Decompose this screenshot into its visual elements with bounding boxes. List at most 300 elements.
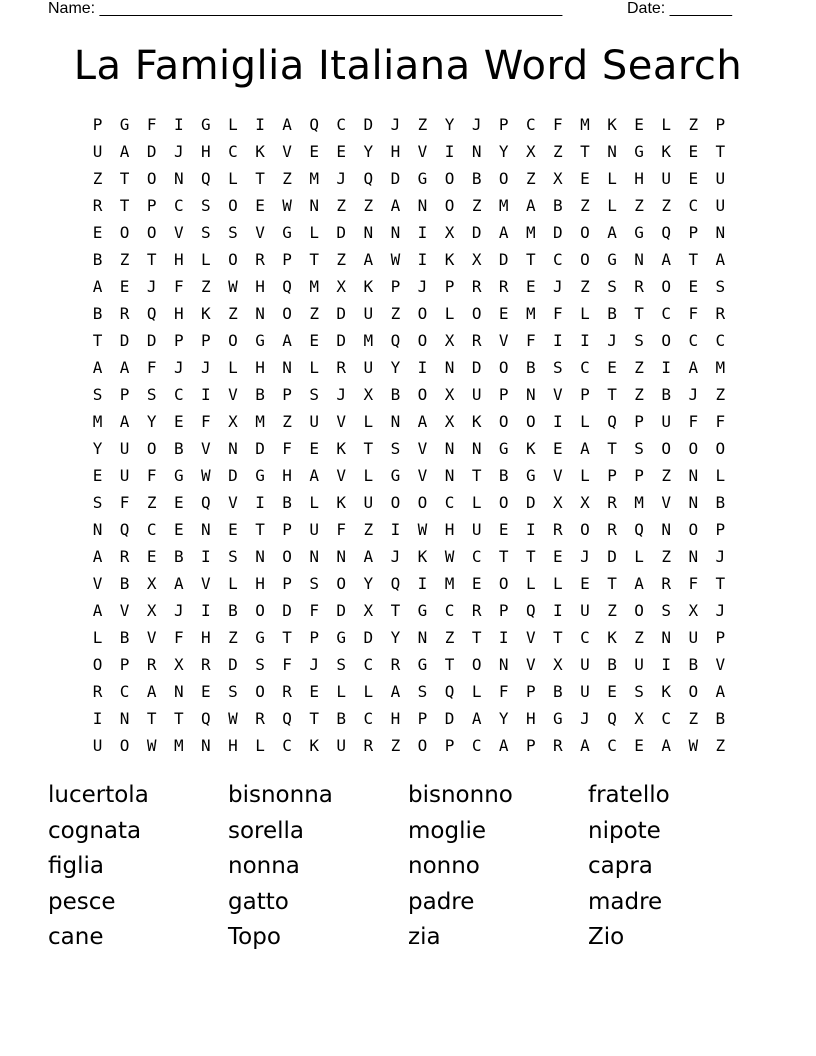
grid-letter[interactable]: D xyxy=(471,223,482,242)
grid-letter[interactable]: Z xyxy=(363,520,374,539)
grid-letter[interactable]: O xyxy=(336,574,347,593)
grid-letter[interactable]: E xyxy=(309,682,319,701)
grid-letter[interactable]: U xyxy=(471,520,482,539)
grid-letter[interactable]: R xyxy=(553,520,563,539)
grid-letter[interactable]: V xyxy=(525,655,536,674)
grid-letter[interactable]: E xyxy=(92,466,103,485)
grid-letter[interactable]: G xyxy=(634,142,644,161)
grid-letter[interactable]: C xyxy=(553,250,563,269)
grid-letter[interactable]: A xyxy=(92,547,103,566)
grid-letter[interactable]: G xyxy=(173,466,184,485)
grid-letter[interactable]: I xyxy=(390,520,401,539)
grid-letter[interactable]: A xyxy=(661,250,671,269)
grid-letter[interactable]: M xyxy=(255,412,265,431)
grid-letter[interactable]: U xyxy=(309,520,319,539)
grid-letter[interactable]: V xyxy=(525,628,536,647)
grid-letter[interactable]: L xyxy=(661,115,671,134)
grid-letter[interactable]: X xyxy=(146,601,157,620)
grid-letter[interactable]: G xyxy=(119,115,130,134)
grid-letter[interactable]: S xyxy=(607,277,617,296)
grid-letter[interactable]: X xyxy=(336,277,347,296)
grid-letter[interactable]: V xyxy=(417,439,428,458)
grid-letter[interactable]: D xyxy=(282,601,292,620)
grid-letter[interactable]: V xyxy=(715,655,726,674)
grid-letter[interactable]: N xyxy=(417,196,428,215)
grid-letter[interactable]: A xyxy=(715,250,726,269)
grid-letter[interactable]: X xyxy=(146,574,157,593)
grid-letter[interactable]: H xyxy=(173,304,184,323)
grid-letter[interactable]: E xyxy=(525,277,536,296)
grid-letter[interactable]: I xyxy=(173,115,184,134)
grid-letter[interactable]: O xyxy=(119,223,130,242)
grid-letter[interactable]: N xyxy=(661,520,671,539)
grid-letter[interactable]: I xyxy=(661,655,671,674)
grid-letter[interactable]: D xyxy=(146,142,157,161)
grid-letter[interactable]: X xyxy=(444,223,455,242)
grid-letter[interactable]: S xyxy=(201,196,211,215)
grid-letter[interactable]: P xyxy=(146,196,157,215)
grid-letter[interactable]: I xyxy=(498,628,509,647)
grid-letter[interactable]: P xyxy=(444,736,455,755)
grid-letter[interactable]: E xyxy=(336,142,347,161)
grid-letter[interactable]: U xyxy=(661,412,671,431)
grid-letter[interactable]: H xyxy=(634,169,644,188)
grid-letter[interactable]: Z xyxy=(363,196,374,215)
grid-letter[interactable]: U xyxy=(92,142,103,161)
grid-letter[interactable]: F xyxy=(688,304,699,323)
grid-letter[interactable]: U xyxy=(580,601,590,620)
grid-letter[interactable]: I xyxy=(92,709,103,728)
grid-letter[interactable]: U xyxy=(92,736,103,755)
grid-letter[interactable]: C xyxy=(444,493,455,512)
grid-letter[interactable]: J xyxy=(417,277,428,296)
grid-letter[interactable]: U xyxy=(363,358,374,377)
grid-letter[interactable]: T xyxy=(146,250,157,269)
grid-letter[interactable]: S xyxy=(309,385,319,404)
grid-letter[interactable]: A xyxy=(173,574,184,593)
grid-letter[interactable]: T xyxy=(363,439,374,458)
grid-letter[interactable]: A xyxy=(661,736,671,755)
grid-letter[interactable]: R xyxy=(92,682,103,701)
grid-letter[interactable]: J xyxy=(173,142,184,161)
grid-letter[interactable]: D xyxy=(471,358,482,377)
grid-letter[interactable]: C xyxy=(363,655,374,674)
grid-letter[interactable]: T xyxy=(309,250,319,269)
grid-letter[interactable]: R xyxy=(119,547,130,566)
grid-letter[interactable]: G xyxy=(417,601,428,620)
grid-letter[interactable]: T xyxy=(715,142,726,161)
grid-letter[interactable]: J xyxy=(553,277,563,296)
grid-letter[interactable]: C xyxy=(471,736,482,755)
grid-letter[interactable]: R xyxy=(553,736,563,755)
grid-letter[interactable]: V xyxy=(417,142,428,161)
grid-letter[interactable]: S xyxy=(92,385,103,404)
grid-letter[interactable]: W xyxy=(417,520,428,539)
grid-letter[interactable]: T xyxy=(92,331,103,350)
grid-letter[interactable]: S xyxy=(201,223,211,242)
grid-letter[interactable]: O xyxy=(580,520,590,539)
grid-letter[interactable]: P xyxy=(634,412,644,431)
grid-letter[interactable]: D xyxy=(390,169,401,188)
grid-letter[interactable]: W xyxy=(688,736,699,755)
grid-letter[interactable]: E xyxy=(498,304,509,323)
grid-letter[interactable]: R xyxy=(201,655,211,674)
grid-letter[interactable]: C xyxy=(228,142,238,161)
grid-letter[interactable]: O xyxy=(498,358,509,377)
grid-letter[interactable]: A xyxy=(92,277,103,296)
grid-letter[interactable]: Y xyxy=(390,628,401,647)
grid-letter[interactable]: O xyxy=(255,601,265,620)
grid-letter[interactable]: J xyxy=(173,358,184,377)
grid-letter[interactable]: B xyxy=(173,547,184,566)
grid-letter[interactable]: N xyxy=(390,412,401,431)
grid-letter[interactable]: M xyxy=(309,169,319,188)
grid-letter[interactable]: Z xyxy=(282,169,292,188)
grid-letter[interactable]: G xyxy=(417,655,428,674)
grid-letter[interactable]: O xyxy=(525,412,536,431)
grid-letter[interactable]: G xyxy=(201,115,211,134)
grid-letter[interactable]: G xyxy=(525,466,536,485)
grid-letter[interactable]: S xyxy=(417,682,428,701)
grid-letter[interactable]: O xyxy=(471,304,482,323)
grid-letter[interactable]: T xyxy=(580,142,590,161)
grid-letter[interactable]: W xyxy=(228,709,238,728)
grid-letter[interactable]: I xyxy=(417,250,428,269)
grid-letter[interactable]: O xyxy=(580,250,590,269)
grid-letter[interactable]: W xyxy=(201,466,211,485)
grid-letter[interactable]: W xyxy=(390,250,401,269)
grid-letter[interactable]: F xyxy=(146,466,157,485)
grid-letter[interactable]: K xyxy=(661,142,671,161)
grid-letter[interactable]: I xyxy=(201,547,211,566)
grid-letter[interactable]: O xyxy=(580,223,590,242)
grid-letter[interactable]: O xyxy=(282,304,292,323)
grid-letter[interactable]: J xyxy=(390,115,401,134)
grid-letter[interactable]: O xyxy=(444,196,455,215)
grid-letter[interactable]: V xyxy=(336,466,347,485)
grid-letter[interactable]: P xyxy=(634,466,644,485)
grid-letter[interactable]: L xyxy=(309,358,319,377)
grid-letter[interactable]: C xyxy=(688,331,699,350)
grid-letter[interactable]: J xyxy=(309,655,319,674)
grid-letter[interactable]: N xyxy=(201,736,211,755)
grid-letter[interactable]: N xyxy=(173,682,184,701)
grid-letter[interactable]: O xyxy=(228,196,238,215)
grid-letter[interactable]: M xyxy=(498,196,509,215)
grid-letter[interactable]: N xyxy=(173,169,184,188)
grid-letter[interactable]: F xyxy=(309,601,319,620)
grid-letter[interactable]: C xyxy=(607,736,617,755)
grid-letter[interactable]: L xyxy=(553,574,563,593)
grid-letter[interactable]: Q xyxy=(201,169,211,188)
grid-letter[interactable]: R xyxy=(471,331,482,350)
grid-letter[interactable]: D xyxy=(228,466,238,485)
grid-letter[interactable]: B xyxy=(173,439,184,458)
grid-letter[interactable]: E xyxy=(607,358,617,377)
grid-letter[interactable]: L xyxy=(336,682,347,701)
grid-letter[interactable]: N xyxy=(444,466,455,485)
grid-letter[interactable]: X xyxy=(363,385,374,404)
grid-letter[interactable]: Q xyxy=(525,601,536,620)
grid-letter[interactable]: F xyxy=(336,520,347,539)
grid-letter[interactable]: P xyxy=(201,331,211,350)
grid-letter[interactable]: N xyxy=(282,358,292,377)
grid-letter[interactable]: U xyxy=(580,682,590,701)
grid-letter[interactable]: V xyxy=(201,574,211,593)
grid-letter[interactable]: K xyxy=(336,439,347,458)
grid-letter[interactable]: Z xyxy=(228,628,238,647)
grid-letter[interactable]: T xyxy=(146,709,157,728)
grid-letter[interactable]: W xyxy=(282,196,292,215)
grid-letter[interactable]: T xyxy=(715,574,726,593)
grid-letter[interactable]: U xyxy=(363,304,374,323)
grid-letter[interactable]: V xyxy=(173,223,184,242)
grid-letter[interactable]: J xyxy=(715,601,726,620)
grid-letter[interactable]: C xyxy=(661,304,671,323)
grid-letter[interactable]: Z xyxy=(417,115,428,134)
grid-letter[interactable]: Z xyxy=(661,547,671,566)
grid-letter[interactable]: Y xyxy=(363,574,374,593)
grid-letter[interactable]: H xyxy=(390,709,401,728)
grid-letter[interactable]: G xyxy=(390,466,401,485)
grid-letter[interactable]: I xyxy=(553,412,563,431)
grid-letter[interactable]: A xyxy=(119,412,130,431)
grid-letter[interactable]: M xyxy=(580,115,590,134)
grid-letter[interactable]: O xyxy=(661,277,671,296)
grid-letter[interactable]: P xyxy=(390,277,401,296)
grid-letter[interactable]: A xyxy=(580,439,590,458)
grid-letter[interactable]: N xyxy=(444,439,455,458)
grid-letter[interactable]: H xyxy=(444,520,455,539)
grid-letter[interactable]: B xyxy=(336,709,347,728)
grid-letter[interactable]: Y xyxy=(390,358,401,377)
grid-letter[interactable]: Y xyxy=(146,412,157,431)
grid-letter[interactable]: Q xyxy=(661,223,671,242)
grid-letter[interactable]: J xyxy=(173,601,184,620)
grid-letter[interactable]: R xyxy=(119,304,130,323)
grid-letter[interactable]: N xyxy=(444,358,455,377)
grid-letter[interactable]: A xyxy=(715,682,726,701)
grid-letter[interactable]: S xyxy=(634,331,644,350)
grid-letter[interactable]: P xyxy=(525,736,536,755)
grid-letter[interactable]: E xyxy=(498,520,509,539)
grid-letter[interactable]: V xyxy=(92,574,103,593)
grid-letter[interactable]: J xyxy=(715,547,726,566)
grid-letter[interactable]: V xyxy=(553,466,563,485)
grid-letter[interactable]: Y xyxy=(498,142,509,161)
grid-letter[interactable]: P xyxy=(92,115,103,134)
grid-letter[interactable]: K xyxy=(363,277,374,296)
grid-letter[interactable]: U xyxy=(471,385,482,404)
grid-letter[interactable]: I xyxy=(417,223,428,242)
grid-letter[interactable]: O xyxy=(688,682,699,701)
grid-letter[interactable]: H xyxy=(390,142,401,161)
grid-letter[interactable]: S xyxy=(146,385,157,404)
grid-letter[interactable]: R xyxy=(336,358,347,377)
name-field[interactable]: Name: ____________________________________________________ xyxy=(48,0,563,17)
grid-letter[interactable]: L xyxy=(309,493,319,512)
grid-letter[interactable]: L xyxy=(471,493,482,512)
grid-letter[interactable]: C xyxy=(336,115,347,134)
grid-letter[interactable]: S xyxy=(255,655,265,674)
grid-letter[interactable]: E xyxy=(255,196,265,215)
grid-letter[interactable]: N xyxy=(525,385,536,404)
grid-letter[interactable]: C xyxy=(173,196,184,215)
grid-letter[interactable]: Y xyxy=(498,709,509,728)
grid-letter[interactable]: Z xyxy=(92,169,103,188)
grid-letter[interactable]: S xyxy=(661,601,671,620)
grid-letter[interactable]: G xyxy=(553,709,563,728)
grid-letter[interactable]: D xyxy=(336,223,347,242)
grid-letter[interactable]: O xyxy=(255,682,265,701)
grid-letter[interactable]: Z xyxy=(715,736,726,755)
grid-letter[interactable]: U xyxy=(715,196,726,215)
grid-letter[interactable]: B xyxy=(553,196,563,215)
grid-letter[interactable]: R xyxy=(282,682,292,701)
grid-letter[interactable]: V xyxy=(228,493,238,512)
grid-letter[interactable]: A xyxy=(390,682,401,701)
grid-letter[interactable]: Z xyxy=(607,601,617,620)
grid-letter[interactable]: B xyxy=(471,169,482,188)
grid-letter[interactable]: S xyxy=(553,358,563,377)
grid-letter[interactable]: A xyxy=(634,574,644,593)
grid-letter[interactable]: K xyxy=(607,115,617,134)
grid-letter[interactable]: U xyxy=(119,439,130,458)
grid-letter[interactable]: B xyxy=(255,385,265,404)
grid-letter[interactable]: Z xyxy=(661,466,671,485)
grid-letter[interactable]: O xyxy=(498,493,509,512)
grid-letter[interactable]: V xyxy=(282,142,292,161)
grid-letter[interactable]: H xyxy=(255,574,265,593)
grid-letter[interactable]: J xyxy=(580,547,590,566)
grid-letter[interactable]: H xyxy=(228,736,238,755)
grid-letter[interactable]: Q xyxy=(201,493,211,512)
grid-letter[interactable]: I xyxy=(525,520,536,539)
grid-letter[interactable]: E xyxy=(688,169,699,188)
grid-letter[interactable]: T xyxy=(255,169,265,188)
grid-letter[interactable]: O xyxy=(661,331,671,350)
grid-letter[interactable]: Z xyxy=(580,277,590,296)
grid-letter[interactable]: E xyxy=(688,142,699,161)
grid-letter[interactable]: V xyxy=(498,331,509,350)
grid-letter[interactable]: Q xyxy=(444,682,455,701)
grid-letter[interactable]: Z xyxy=(553,142,563,161)
grid-letter[interactable]: U xyxy=(119,466,130,485)
grid-letter[interactable]: P xyxy=(688,223,699,242)
grid-letter[interactable]: K xyxy=(417,547,428,566)
grid-letter[interactable]: J xyxy=(688,385,699,404)
grid-letter[interactable]: N xyxy=(255,547,265,566)
grid-letter[interactable]: B xyxy=(715,493,726,512)
grid-letter[interactable]: L xyxy=(201,250,211,269)
grid-letter[interactable]: T xyxy=(525,250,536,269)
grid-letter[interactable]: O xyxy=(471,655,482,674)
grid-letter[interactable]: L xyxy=(228,115,238,134)
grid-letter[interactable]: T xyxy=(607,385,617,404)
grid-letter[interactable]: B xyxy=(498,466,509,485)
grid-letter[interactable]: M xyxy=(525,304,536,323)
grid-letter[interactable]: A xyxy=(363,250,374,269)
grid-letter[interactable]: T xyxy=(553,628,563,647)
grid-letter[interactable]: O xyxy=(715,439,726,458)
grid-letter[interactable]: H xyxy=(282,466,292,485)
grid-letter[interactable]: L xyxy=(634,547,644,566)
grid-letter[interactable]: A xyxy=(390,196,401,215)
grid-letter[interactable]: D xyxy=(525,493,536,512)
grid-letter[interactable]: Z xyxy=(715,385,726,404)
grid-letter[interactable]: A xyxy=(119,358,130,377)
grid-letter[interactable]: U xyxy=(634,655,644,674)
grid-letter[interactable]: H xyxy=(173,250,184,269)
grid-letter[interactable]: R xyxy=(255,709,265,728)
grid-letter[interactable]: O xyxy=(417,736,428,755)
grid-letter[interactable]: D xyxy=(553,223,563,242)
grid-letter[interactable]: Q xyxy=(390,574,401,593)
grid-letter[interactable]: B xyxy=(92,250,103,269)
grid-letter[interactable]: O xyxy=(498,574,509,593)
grid-letter[interactable]: Z xyxy=(228,304,238,323)
grid-letter[interactable]: G xyxy=(607,250,617,269)
grid-letter[interactable]: N xyxy=(363,223,374,242)
grid-letter[interactable]: L xyxy=(363,412,374,431)
grid-letter[interactable]: T xyxy=(607,574,617,593)
grid-letter[interactable]: Z xyxy=(444,628,455,647)
grid-letter[interactable]: D xyxy=(444,709,455,728)
grid-letter[interactable]: O xyxy=(417,304,428,323)
grid-letter[interactable]: L xyxy=(607,169,617,188)
grid-letter[interactable]: X xyxy=(580,493,590,512)
grid-letter[interactable]: X xyxy=(471,250,482,269)
grid-letter[interactable]: K xyxy=(471,412,482,431)
grid-letter[interactable]: Q xyxy=(282,709,292,728)
grid-letter[interactable]: L xyxy=(607,196,617,215)
grid-letter[interactable]: O xyxy=(498,169,509,188)
grid-letter[interactable]: Z xyxy=(525,169,536,188)
grid-letter[interactable]: Z xyxy=(634,628,644,647)
grid-letter[interactable]: X xyxy=(228,412,238,431)
grid-letter[interactable]: P xyxy=(282,250,292,269)
grid-letter[interactable]: O xyxy=(417,385,428,404)
grid-letter[interactable]: C xyxy=(282,736,292,755)
grid-letter[interactable]: U xyxy=(363,493,374,512)
grid-letter[interactable]: E xyxy=(580,574,590,593)
grid-letter[interactable]: O xyxy=(417,493,428,512)
grid-letter[interactable]: O xyxy=(688,520,699,539)
grid-letter[interactable]: B xyxy=(688,655,699,674)
grid-letter[interactable]: Z xyxy=(201,277,211,296)
grid-letter[interactable]: A xyxy=(525,196,536,215)
grid-letter[interactable]: K xyxy=(309,736,319,755)
grid-letter[interactable]: N xyxy=(390,223,401,242)
grid-letter[interactable]: Z xyxy=(119,250,130,269)
grid-letter[interactable]: A xyxy=(607,223,617,242)
grid-letter[interactable]: S xyxy=(634,439,644,458)
grid-letter[interactable]: F xyxy=(282,655,292,674)
grid-letter[interactable]: F xyxy=(553,304,563,323)
grid-letter[interactable]: M xyxy=(309,277,319,296)
grid-letter[interactable]: L xyxy=(580,466,590,485)
grid-letter[interactable]: D xyxy=(363,115,374,134)
grid-letter[interactable]: U xyxy=(688,628,699,647)
grid-letter[interactable]: O xyxy=(146,223,157,242)
grid-letter[interactable]: X xyxy=(444,385,455,404)
grid-letter[interactable]: Q xyxy=(363,169,374,188)
grid-letter[interactable]: Q xyxy=(634,520,644,539)
grid-letter[interactable]: A xyxy=(498,223,509,242)
grid-letter[interactable]: P xyxy=(525,682,536,701)
grid-letter[interactable]: P xyxy=(498,115,509,134)
grid-letter[interactable]: O xyxy=(498,412,509,431)
